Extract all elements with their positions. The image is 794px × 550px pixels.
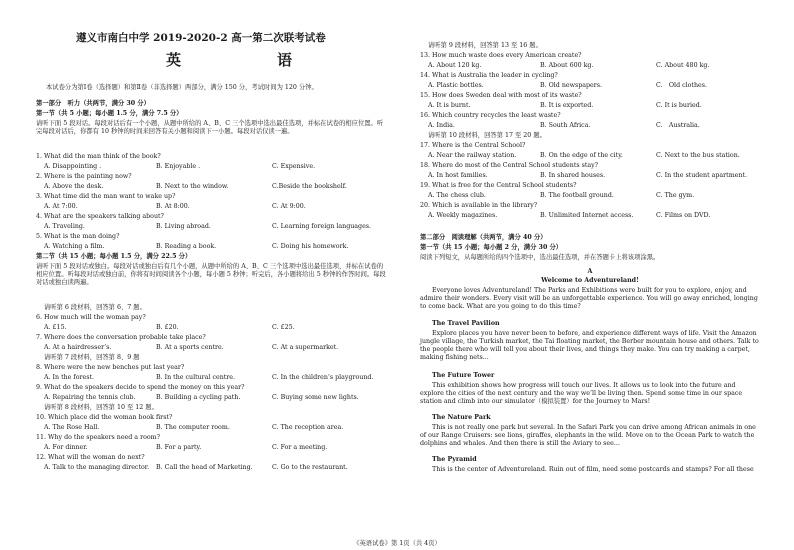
option-3b: B. At 8:00. <box>156 203 190 210</box>
question-14: 14. What is Australia the leader in cycling? <box>420 72 558 79</box>
passage-label: A <box>587 268 593 275</box>
question-8: 8. Where were the new benches put last year? <box>36 364 185 371</box>
part2-heading: 第二部分 阅读理解（共两节，满分 40 分） <box>420 234 547 241</box>
passage-paragraph-4: This is not really one park but several. In the Safari Park you can drive among African animals in one of our Range Cruisers: see lions, giraffes, elephants in the wild. Move on to the Ocean Park to watch the dolphins and whales. And then there is still the Aviary to see... <box>420 424 756 447</box>
option-18b: B. In shared houses. <box>540 172 606 179</box>
option-16c: C. Australia. <box>656 122 700 129</box>
material-8: 请听第 8 段材料，回答第 10 至 12 题。 <box>44 404 158 411</box>
option-20b: B. Unlimited Internet access. <box>540 212 634 219</box>
option-6c: C. £25. <box>272 324 295 331</box>
option-15b: B. It is exported. <box>540 102 594 109</box>
question-2: 2. Where is the painting now? <box>36 173 132 180</box>
option-20c: C. Films on DVD. <box>656 212 711 219</box>
option-5c: C. Doing his homework. <box>272 243 349 250</box>
question-4: 4. What are the speakers talking about? <box>36 213 164 220</box>
material-9: 请听第 9 段材料，回答第 13 至 16 题。 <box>428 42 542 49</box>
option-2b: B. Next to the window. <box>156 183 229 190</box>
option-5a: A. Watching a film. <box>44 243 105 250</box>
option-18c: C. In the student apartment. <box>656 172 747 179</box>
option-1a: A. Disappointing . <box>44 163 102 170</box>
option-16b: B. South Africa. <box>540 122 591 129</box>
passage-heading-travel: The Travel Pavilion <box>432 320 500 327</box>
passage-paragraph-1: Everyone loves Adventureland! The Parks and Exhibitions were built for you to explore, enjoy, and admire their wonders. Every visit will be an unforgettable experience. You will go away enriched, longing to come back. What are you going to do this time? <box>420 287 758 310</box>
option-4c: C. Learning foreign languages. <box>272 223 372 230</box>
option-10a: A. The Rose Hall. <box>44 424 100 431</box>
material-6: 请听第 6 段材料，回答第 6、7 题。 <box>44 304 146 311</box>
option-9a: A. Repairing the tennis club. <box>44 394 136 401</box>
part1-heading: 第一部分 听力（共两节，满分 30 分） <box>36 100 150 107</box>
option-13b: B. About 600 kg. <box>540 62 594 69</box>
option-2a: A. Above the desk. <box>44 183 104 190</box>
option-2c: C.Beside the bookshelf. <box>272 183 347 190</box>
passage-paragraph-3: This exhibition shows how progress will touch our lives. It allows us to look into the future and explore the cities of the next century and the way we’ll be living then. Spend some time in our space station and climb into our simulator（模拟装置）for the Journey to Mars! <box>420 382 743 405</box>
option-3a: A. At 7:00. <box>44 203 78 210</box>
question-5: 5. What is the man doing? <box>36 233 120 240</box>
question-20: 20. Which is available in the library? <box>420 202 538 209</box>
option-8a: A. In the forest. <box>44 374 95 381</box>
option-20a: A. Weekly magazines. <box>428 212 498 219</box>
option-3c: C. At 9:00. <box>272 203 306 210</box>
intro-text: 本试卷分为第Ⅰ卷（选择题）和第Ⅱ卷（非选择题）两部分，满分 150 分，考试时间为 120 分钟。 <box>46 84 318 91</box>
option-6a: A. £15. <box>44 324 67 331</box>
material-10: 请听第 10 段材料，回答第 17 至 20 题。 <box>428 132 546 139</box>
question-9: 9. What do the speakers decide to spend the money on this year? <box>36 384 245 391</box>
option-4a: A. Traveling. <box>44 223 85 230</box>
option-1c: C. Expensive. <box>272 163 316 170</box>
option-16a: A. India. <box>428 122 455 129</box>
question-17: 17. Where is the Central School? <box>420 142 526 149</box>
question-3: 3. What time did the man want to wake up? <box>36 193 176 200</box>
option-5b: B. Reading a book. <box>156 243 217 250</box>
section2-instructions: 请听下面 5 段对话或独白。每段对话或独白后有几个小题，从题中所给的 A、B、C 三个选项中选出最佳选项，并标在试卷的相应位置。听每段对话或独白前，你将有时间阅读各个小题，每小题 5 秒钟；听完后，各小题将给出 5 秒钟的作答时间。每段对话或独白读两遍。 <box>36 263 386 286</box>
option-11a: A. For dinner. <box>44 444 88 451</box>
section1-instructions: 请听下面 5 段对话。每段对话后有一个小题，从题中所给的 A、B、C 三个选项中选出最佳选项，并标在试卷的相应位置。听完每段对话后，你都有 10 秒钟的时间来回答有关小题和阅读下一小题。每段对话仅读一遍。 <box>36 120 384 135</box>
option-17a: A. Near the railway station. <box>428 152 517 159</box>
exam-title: 遵义市南白中学 2019-2020-2 高一第二次联考试卷 <box>76 32 326 44</box>
option-12a: A. Talk to the managing director. <box>44 464 150 471</box>
option-8b: B. In the cultural centre. <box>156 374 236 381</box>
section1-heading: 第一节（共 5 小题；每小题 1.5 分，满分 7.5 分） <box>36 110 183 117</box>
passage-paragraph-5: This is the center of Adventureland. Ruin out of film, need some postcards and stamps? For all these <box>432 466 754 473</box>
option-14a: A. Plastic bottles. <box>428 82 484 89</box>
option-14c: C. Old clothes. <box>656 82 707 89</box>
question-11: 11. Why do the speakers need a room? <box>36 434 161 441</box>
part2-section1-heading: 第一节（共 15 小题；每小题 2 分，满分 30 分） <box>420 244 563 251</box>
option-9b: B. Building a cycling path. <box>156 394 241 401</box>
question-7: 7. Where does the conversation probable take place? <box>36 334 206 341</box>
option-17b: B. On the edge of the city. <box>540 152 623 159</box>
section2-heading: 第二节（共 15 小题；每小题 1.5 分，满分 22.5 分） <box>36 253 192 260</box>
passage-title: Welcome to Adventureland! <box>541 277 639 284</box>
question-12: 12. What will the woman do next? <box>36 454 145 461</box>
option-18a: A. In host families. <box>428 172 488 179</box>
subject-title: 英 语 <box>166 51 315 69</box>
option-12b: B. Call the head of Marketing. <box>156 464 253 471</box>
question-13: 13. How much waste does every American create? <box>420 52 582 59</box>
option-12c: C. Go to the restaurant. <box>272 464 348 471</box>
option-19b: B. The football ground. <box>540 192 614 199</box>
question-18: 18. Where do most of the Central School students stay? <box>420 162 599 169</box>
option-15c: C. It is buried. <box>656 102 702 109</box>
option-19c: C. The gym. <box>656 192 695 199</box>
passage-heading-pyramid: The Pyramid <box>432 456 477 463</box>
passage-heading-nature: The Nature Park <box>432 414 491 421</box>
option-8c: C. In the children’s playground. <box>272 374 374 381</box>
option-11c: C. For a meeting. <box>272 444 328 451</box>
passage-heading-future: The Future Tower <box>432 372 495 379</box>
question-6: 6. How much will the woman pay? <box>36 314 146 321</box>
option-10b: B. The computer room. <box>156 424 230 431</box>
option-17c: C. Next to the bus station. <box>656 152 740 159</box>
option-4b: B. Living abroad. <box>156 223 211 230</box>
question-19: 19. What is free for the Central School students? <box>420 182 577 189</box>
part2-instructions: 阅读下列短文，从每题所给的四个选项中，选出最佳选项，并在答题卡上将该项涂黑。 <box>420 254 660 261</box>
option-13a: A. About 120 kg. <box>428 62 482 69</box>
option-9c: C. Buying some new lights. <box>272 394 359 401</box>
question-16: 16. Which country recycles the least waste? <box>420 112 561 119</box>
option-19a: A. The chess club. <box>428 192 486 199</box>
option-15a: A. It is burnt. <box>428 102 471 109</box>
option-7b: B. At a sports centre. <box>156 344 224 351</box>
option-6b: B. £20. <box>156 324 179 331</box>
question-1: 1. What did the man think of the book? <box>36 153 161 160</box>
question-10: 10. Which place did the woman book first? <box>36 414 173 421</box>
page-footer: 《英语试卷》第 1页（共 4页） <box>353 540 441 547</box>
option-13c: C. About 480 kg. <box>656 62 710 69</box>
option-11b: B. For a party. <box>156 444 202 451</box>
option-10c: C. The reception area. <box>272 424 344 431</box>
option-14b: B. Old newspapers. <box>540 82 603 89</box>
passage-paragraph-2: Explore places you have never been to before, and experience different ways of life. Visit the Amazon jungle village, the Turkish market, the Tai floating market, the Berber mountain house and others. Talk to the people there who will tell you about their lives, and things they make. You can try making a carpet, making fishing nets... <box>420 330 759 361</box>
option-1b: B. Enjoyable . <box>156 163 201 170</box>
question-15: 15. How does Sweden deal with most of its waste? <box>420 92 582 99</box>
material-7: 请听第 7 段材料，回答第 8、9 题 <box>44 354 140 361</box>
option-7c: C. At a supermarket. <box>272 344 339 351</box>
option-7a: A. At a hairdresser’s. <box>44 344 112 351</box>
